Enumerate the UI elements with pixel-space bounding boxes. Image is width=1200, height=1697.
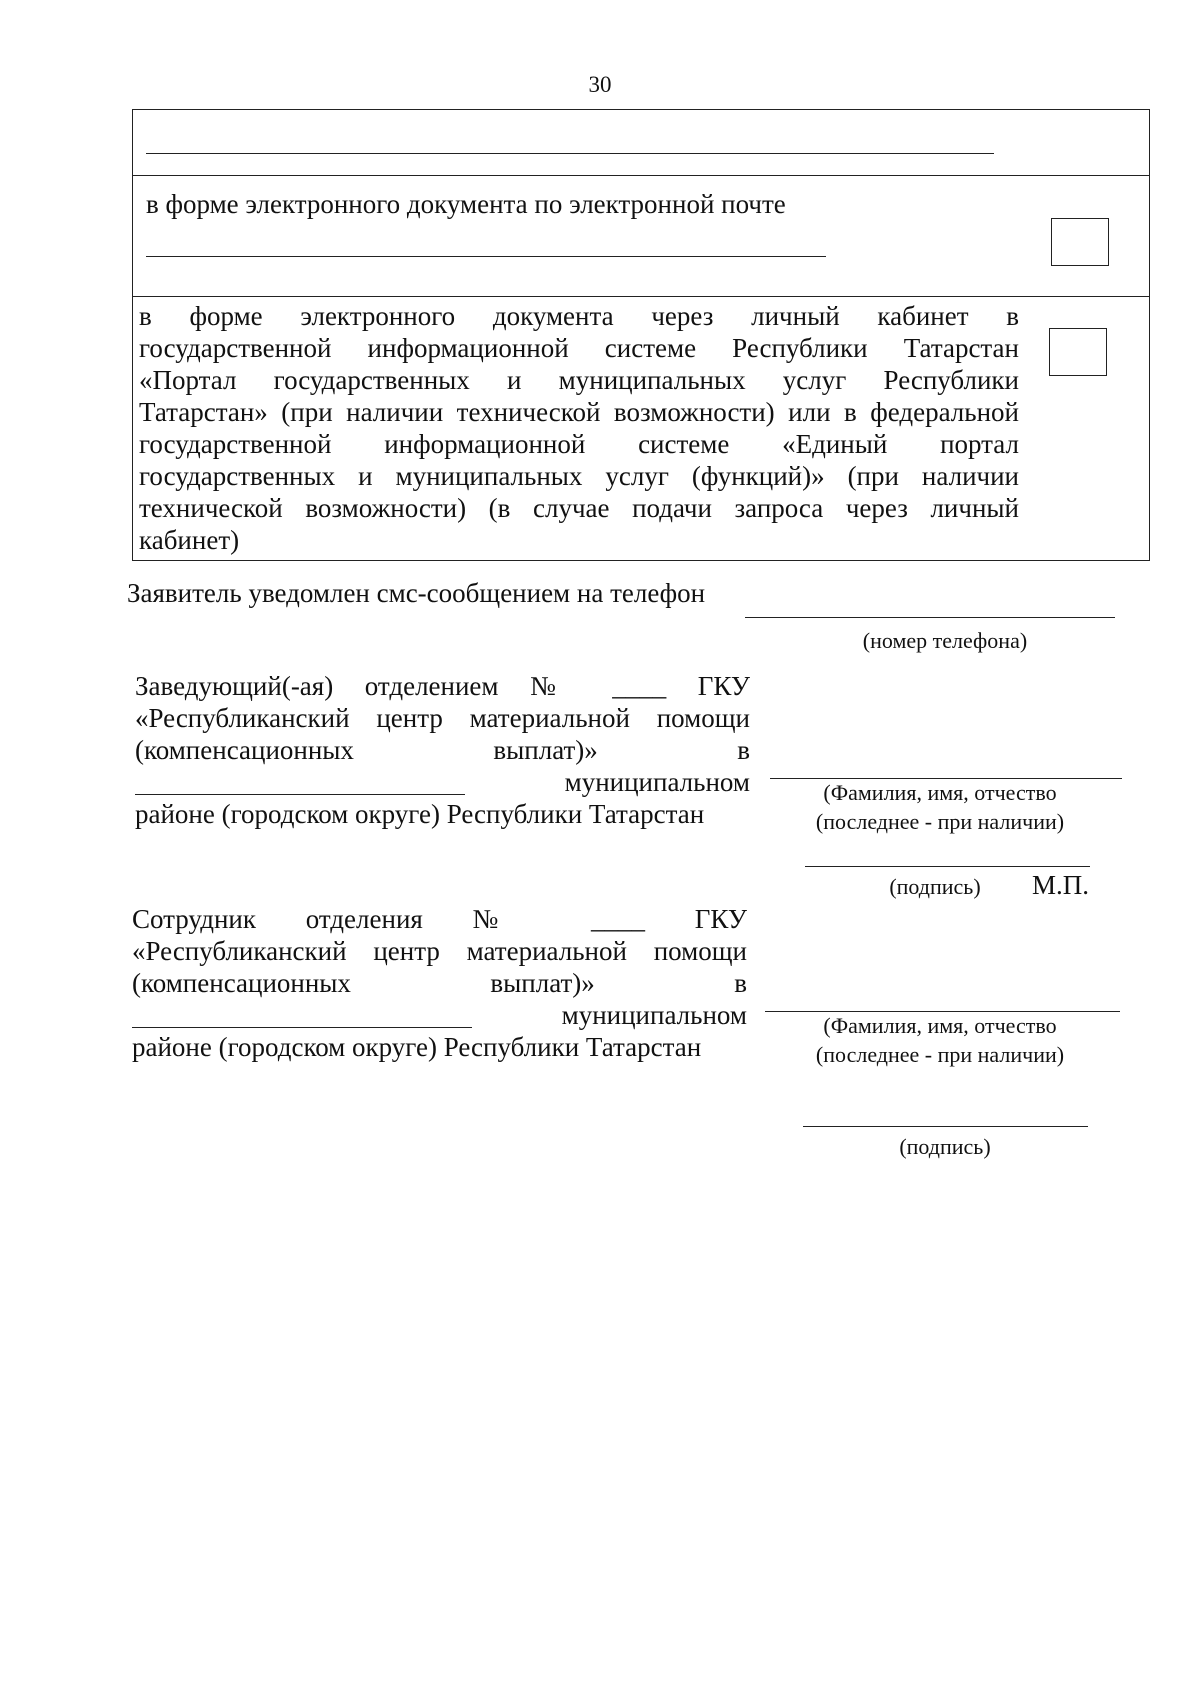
- sms-notice-text: Заявитель уведомлен смс-сообщением на телефон: [127, 578, 706, 608]
- portal-line-8: кабинет): [139, 525, 240, 555]
- head-line-4: [135, 766, 750, 798]
- staff-sign-line: [803, 1126, 1088, 1127]
- staff-fio-caption-1: (Фамилия, имя, отчество: [823, 1013, 1057, 1038]
- row-email-text: в форме электронного документа по электронной почте: [146, 189, 786, 219]
- portal-line-4: Татарстан» (при наличии технической возможности) или в федеральной: [139, 397, 1019, 427]
- checkbox-email[interactable]: [1051, 218, 1109, 266]
- staff-fio-line: [765, 1011, 1120, 1012]
- portal-line-6: государственных и муниципальных услуг (функций)» (при наличии: [139, 461, 1019, 491]
- head-municipal-word: муниципальном: [564, 767, 750, 797]
- row-divider-2: [133, 296, 1149, 297]
- delivery-method-table: [132, 109, 1150, 561]
- staff-district-line: [132, 1027, 472, 1028]
- head-line-5: районе (городском округе) Республики Татарстан: [135, 799, 705, 829]
- staff-line-3: (компенсационных выплат)» в: [132, 968, 747, 998]
- staff-line-1: Сотрудник отделения № ____ ГКУ: [132, 904, 747, 934]
- head-line-2: «Республиканский центр материальной помощи: [135, 703, 750, 733]
- staff-municipal-word: муниципальном: [561, 1000, 747, 1030]
- row-divider-1: [133, 175, 1149, 176]
- blank-line-row1: [146, 153, 994, 154]
- row-portal-text: [139, 300, 1019, 556]
- head-line-1: Заведующий(-ая) отделением № ____ ГКУ: [135, 671, 750, 701]
- page-number: 30: [588, 72, 612, 97]
- head-position-block: [135, 670, 750, 830]
- phone-number-line: [745, 617, 1115, 618]
- head-fio-caption-1: (Фамилия, имя, отчество: [823, 780, 1057, 805]
- head-fio-caption-2: (последнее - при наличии): [815, 809, 1065, 834]
- head-sign-line: [805, 866, 1090, 867]
- head-line-3: (компенсационных выплат)» в: [135, 735, 750, 765]
- staff-position-block: [132, 903, 747, 1063]
- stamp-mark: М.П.: [1032, 870, 1090, 900]
- portal-line-1: в форме электронного документа через личный кабинет в: [139, 301, 1019, 331]
- staff-line-5: районе (городском округе) Республики Татарстан: [132, 1032, 702, 1062]
- head-district-line: [135, 794, 465, 795]
- portal-line-3: «Портал государственных и муниципальных услуг Республики: [139, 365, 1019, 395]
- staff-sign-caption: (подпись): [899, 1134, 991, 1159]
- email-address-line: [146, 256, 826, 257]
- portal-line-2: государственной информационной системе Республики Татарстан: [139, 333, 1019, 363]
- portal-line-5: государственной информационной системе «Единый портал: [139, 429, 1019, 459]
- phone-number-caption: (номер телефона): [862, 628, 1028, 653]
- staff-line-4: [132, 999, 747, 1031]
- staff-line-2: «Республиканский центр материальной помощи: [132, 936, 747, 966]
- head-fio-line: [770, 778, 1122, 779]
- head-sign-caption: (подпись): [889, 874, 981, 899]
- staff-fio-caption-2: (последнее - при наличии): [815, 1042, 1065, 1067]
- checkbox-portal[interactable]: [1049, 328, 1107, 376]
- portal-line-7: технической возможности) (в случае подачи запроса через личный: [139, 493, 1019, 523]
